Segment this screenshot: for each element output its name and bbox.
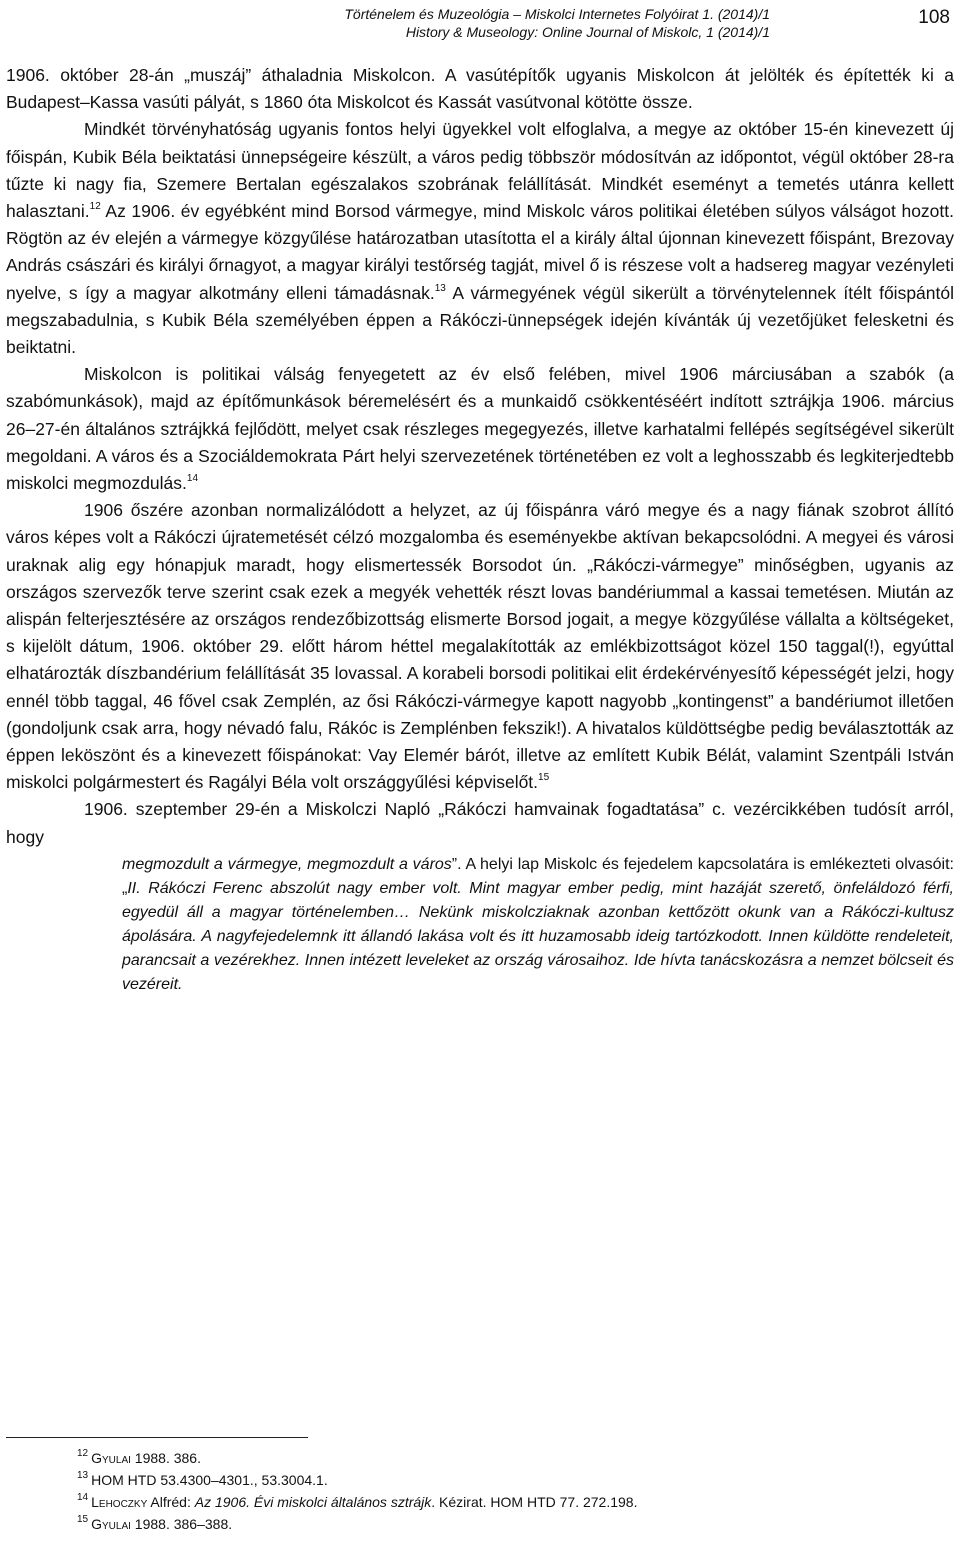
- paragraph-1: [6, 62, 954, 116]
- paragraph-4: [6, 497, 954, 796]
- footnote-tail: . Kézirat. HOM HTD 77. 272.198.: [431, 1494, 638, 1510]
- article-body: [6, 62, 954, 997]
- footnote-text: 1988. 386–388.: [130, 1516, 233, 1532]
- paragraph-5: [6, 796, 954, 850]
- paragraph-2-text-c: A vármegyének végül sikerült a törvénytelennek ítélt főispántól megszabadulnia, s Kubik Béla személyében éppen a Rákóczi-ünnepségek idején kívánták új vezetőjüket felesketni és beiktatni.: [6, 282, 954, 358]
- footnote-ref-14[interactable]: 14: [186, 473, 199, 485]
- paragraph-3: [6, 361, 954, 497]
- footnote-number: 14: [77, 1492, 89, 1503]
- footnote-12: [77, 1447, 937, 1469]
- footnote-number: 12: [77, 1448, 89, 1459]
- footnote-number: 15: [77, 1514, 89, 1525]
- footnote-13: [77, 1469, 937, 1491]
- footnote-title: Az 1906. Évi miskolci általános sztrájk: [194, 1494, 432, 1510]
- running-header: [0, 6, 960, 46]
- footnote-text: 1988. 386.: [130, 1450, 201, 1466]
- footnote-text: Alfréd:: [147, 1494, 195, 1510]
- quote-normal-1: ”. A helyi lap Miskolc és fejedelem kapcsolatára is emlékezteti olvasóit: „: [122, 855, 955, 897]
- quote-italic-2: II. Rákóczi Ferenc abszolút nagy ember volt. Mint magyar ember pedig, mint hazáját szerető, önfeláldozó férfi, egyedül áll a magyar történelemben… Nekünk miskolcziaknak azonban kettőzött okunk van a Rákóczi-kultusz ápolására. A nagyfejedelemnk itt állandó lakása volt és itt huzamosabb ideig tartózkodott. Innen küldötte rendeleteit, parancsait a vezérekhez. Innen intézett leveleket az ország városaihoz. Ide hívta tanácskozásra a nemzet bölcseit és vezéreit.: [122, 879, 954, 993]
- footnote-author: Gyulai: [91, 1516, 131, 1532]
- footnote-ref-12[interactable]: 12: [89, 201, 101, 213]
- paragraph-1-text: 1906. október 28-án „muszáj” áthaladnia Miskolcon. A vasútépítők ugyanis Miskolcon át jelölték és építették ki a Budapest–Kassa vasúti pályát, s 1860 óta Miskolcot és Kassát vasútvonal kötötte össze.: [6, 65, 954, 113]
- footnote-author: Lehoczky: [91, 1494, 148, 1510]
- paragraph-3-text: Miskolcon is politikai válság fenyegetett az év első felében, mivel 1906 márciusában a szabók (a szabómunkások), majd az építőmunkások béremelésért és a munkaidő csökkentéséért indított sztrájkja 1906. március 26–27-én általános sztrájkká fejlődött, melyet csak részleges megegyezés, illetve karhatalmi fellépés segítségével sikerült megoldani. A város és a Szociáldemokrata Párt helyi szervezetének történetében ez volt a leghosszabb és legkiterjedtebb miskolci megmozdulás.: [6, 364, 954, 494]
- paragraph-5-text: 1906. szeptember 29-én a Miskolczi Napló „Rákóczi hamvainak fogadtatása” c. vezércikkében tudósít arról, hogy: [6, 799, 954, 847]
- paragraph-4-text: 1906 őszére azonban normalizálódott a helyzet, az új főispánra váró megye és a nagy fiának szobrot állító város képes volt a Rákóczi újratemetését célzó mozgalomba és eseményekbe aktívan bekapcsolódni. A megyei és városi uraknak alig egy hónapjuk maradt, hogy elismertessék Borsodot ún. „Rákóczi-vármegye” minőségben, ugyanis az országos szervezők terve szerint csak ezek a megyék vehették részt lovas bandériummal a kassai temetésen. Miután az alispán felterjesztésére az országos rendezőbizottság elismerte Borsod jogait, a megye közgyűlése vállalta a költségeket, s kijelölt dátum, 1906. október 29. előtt három héttel megalakították az emlékbizottságot közel 150 taggal(!), egyúttal elhatározták díszbandérium felállítását 35 lovassal. A korabeli borsodi politikai elit érdekérvényesítő képességét jelzi, hogy ennél több taggal, 46 fővel csak Zemplén, az ősi Rákóczi-vármegye kapott nagyobb „kontingenst” a bandériumot illetően (gondoljunk csak arra, hogy névadó falu, Rákóc is Zemplénben fekszik!). A hivatalos küldöttségbe pedig beválasztották az éppen leköszönt és a kinevezett főispánokat: Vay Elemér bárót, illetve az említett Kubik Bélát, valamint Szentpáli István miskolci polgármestert és Ragályi Béla volt országgyűlési képviselőt.: [6, 500, 954, 793]
- page-number: 108: [918, 7, 950, 28]
- quote-italic-1: megmozdult a vármegye, megmozdult a város: [122, 855, 452, 873]
- block-quote: [122, 853, 954, 997]
- footnote-14: [77, 1491, 937, 1513]
- footnote-text: HOM HTD 53.4300–4301., 53.3004.1.: [91, 1472, 328, 1488]
- journal-title-hungarian: Történelem és Muzeológia – Miskolci Internetes Folyóirat 1. (2014)/1: [344, 6, 770, 22]
- footnote-number: 13: [77, 1470, 89, 1481]
- journal-title-english: History & Museology: Online Journal of Miskolc, 1 (2014)/1: [405, 24, 770, 40]
- paragraph-2: [6, 116, 954, 361]
- footnote-ref-15[interactable]: 15: [538, 772, 550, 784]
- paragraph-2-text-b: Az 1906. év egyébként mind Borsod vármegye, mind Miskolc város politikai életében súlyos válságot hozott. Rögtön az év elején a vármegye közgyűlése határozatban utasította el a király által újonnan kinevezett főispánt, Brezovay András császári és királyi őrnagyot, a magyar királyi testőrség tagját, mivel ő is részese volt a hadsereg magyar vezényleti nyelve, s így a magyar alkotmány elleni támadásnak.: [6, 201, 954, 303]
- footnote-separator: [6, 1437, 308, 1438]
- paragraph-2-text-a: Mindkét törvényhatóság ugyanis fontos helyi ügyekkel volt elfoglalva, a megye az október 15-én kinevezett új főispán, Kubik Béla beiktatási ünnepségeire készült, a város pedig többször módosítván az időpontot, végül október 28-ra tűzte ki nagy fia, Szemere Bertalan egészalakos szobrának felállítását. Mindkét eseményt a temetés utánra kellett halasztani.: [6, 119, 954, 222]
- footnote-ref-13[interactable]: 13: [434, 282, 446, 294]
- footnote-author: Gyulai: [91, 1450, 131, 1466]
- footnotes: [77, 1447, 937, 1535]
- footnote-15: [77, 1513, 937, 1535]
